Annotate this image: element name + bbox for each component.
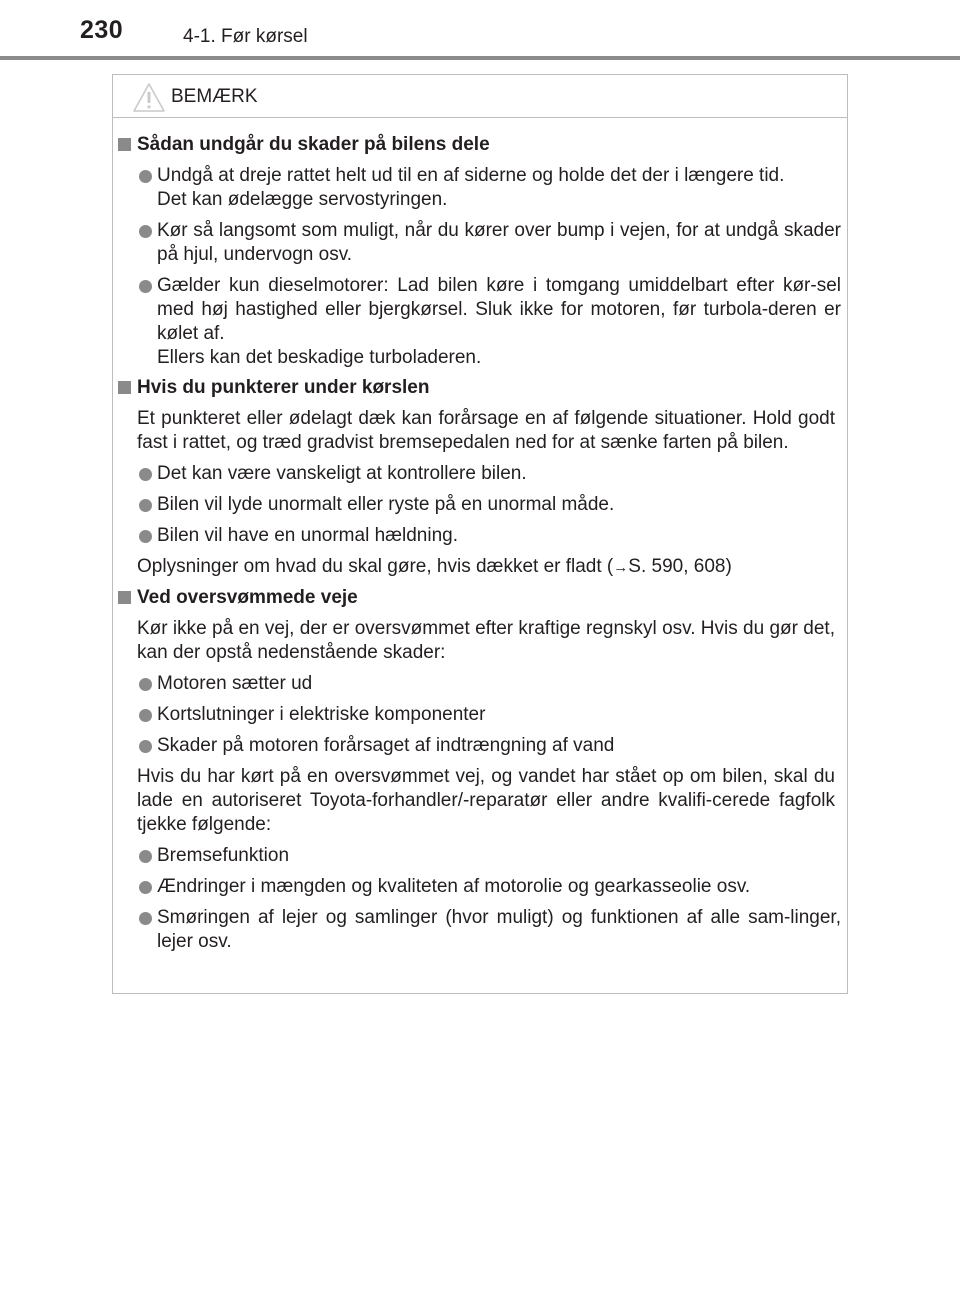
bullet-text: Kør så langsomt som muligt, når du kører over bump i vejen, for at undgå skader på hjul, undervogn osv. [157,220,841,265]
circle-bullet-icon [139,499,152,512]
arrow-right-icon: → [613,559,629,576]
bullet-text: Gælder kun dieselmotorer: Lad bilen køre i tomgang umiddelbart efter kør-sel med høj hastighed eller bjergkørsel. Sluk ikke for motoren, før turbola-deren er kølet af. Ellers kan det beskadige turboladeren. [157,275,841,368]
square-marker-icon [118,381,131,394]
bullet-item [113,844,849,868]
circle-bullet-icon [139,740,152,753]
paragraph: Kør ikke på en vej, der er oversvømmet efter kraftige regnskyl osv. Hvis du gør det, kan der opstå nedenstående skader: [137,618,835,663]
section-heading-text: Sådan undgår du skader på bilens dele [137,134,490,155]
notice-content [113,133,849,954]
square-marker-icon [118,591,131,604]
bullet-item [113,672,849,696]
reference-text: Oplysninger om hvad du skal gøre, hvis dækket er fladt ( [137,556,614,577]
section-heading [113,133,849,157]
paragraph: Hvis du har kørt på en oversvømmet vej, og vandet har stået op om bilen, skal du lade en autoriseret Toyota-forhandler/-reparatør eller andre kvalifi-cerede fagfolk tjekke følgende: [137,766,835,835]
section-heading [113,376,849,400]
bullet-text: Bilen vil have en unormal hældning. [157,525,459,546]
notice-box [112,74,848,994]
page-header [0,0,960,62]
bullet-text: Det kan være vanskeligt at kontrollere bilen. [157,463,527,484]
bullet-item [113,875,849,899]
paragraph: Et punkteret eller ødelagt dæk kan forårsage en af følgende situationer. Hold godt fast i rattet, og træd gradvist bremsepedalen ned for at sænke farten på bilen. [137,408,835,453]
bullet-text: Bilen vil lyde unormalt eller ryste på en unormal måde. [157,494,615,515]
bullet-item [113,274,849,370]
page-number: 230 [80,16,124,44]
notice-header [113,75,847,118]
circle-bullet-icon [139,530,152,543]
bullet-text: Kortslutninger i elektriske komponenter [157,704,486,725]
warning-triangle-icon [132,82,166,113]
bullet-text: Motoren sætter ud [157,673,313,694]
bullet-text: Undgå at dreje rattet helt ud til en af siderne og holde det der i længere tid. Det kan ødelægge servostyringen. [157,165,785,210]
bullet-item [113,164,849,212]
bullet-text: Smøringen af lejer og samlinger (hvor muligt) og funktionen af alle sam-linger, lejer osv. [157,907,841,952]
bullet-item [113,493,849,517]
circle-bullet-icon [139,709,152,722]
bullet-text: Skader på motoren forårsaget af indtrængning af vand [157,735,615,756]
circle-bullet-icon [139,850,152,863]
section-heading-text: Ved oversvømmede veje [137,587,358,608]
bullet-item [113,703,849,727]
header-rule [0,56,960,60]
reference-text: S. 590, 608) [628,556,732,577]
bullet-item [113,462,849,486]
circle-bullet-icon [139,468,152,481]
section-title: 4-1. Før kørsel [183,26,308,47]
bullet-text: Bremsefunktion [157,845,290,866]
bullet-text: Ændringer i mængden og kvaliteten af motorolie og gearkasseolie osv. [157,876,751,897]
circle-bullet-icon [139,881,152,894]
circle-bullet-icon [139,170,152,183]
section-heading-text: Hvis du punkterer under kørslen [137,377,430,398]
square-marker-icon [118,138,131,151]
circle-bullet-icon [139,678,152,691]
circle-bullet-icon [139,225,152,238]
bullet-item [113,734,849,758]
bullet-item [113,524,849,548]
section-heading [113,586,849,610]
notice-label: BEMÆRK [171,86,258,107]
circle-bullet-icon [139,280,152,293]
page-reference [113,555,849,580]
bullet-item [113,906,849,954]
bullet-item [113,219,849,267]
circle-bullet-icon [139,912,152,925]
